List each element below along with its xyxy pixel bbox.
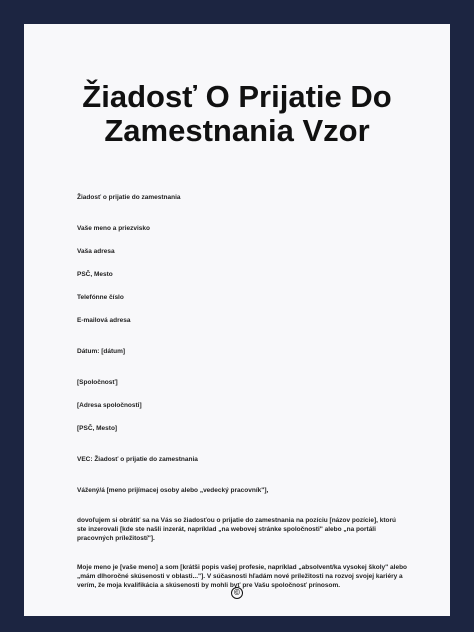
recipient-zip-city: [PSČ, Mesto] <box>77 425 118 432</box>
sender-zip-city: PSČ, Mesto <box>77 271 113 278</box>
sender-name: Vaše meno a priezvisko <box>77 225 150 232</box>
recipient-address: [Adresa spoločnosti] <box>77 402 142 409</box>
document-page <box>24 24 450 616</box>
subject-line: VEC: Žiadosť o prijatie do zamestnania <box>77 456 198 463</box>
letter-date: Dátum: [dátum] <box>77 348 126 355</box>
sender-phone: Telefónne číslo <box>77 294 124 301</box>
paragraph-about-me: Moje meno je [vaše meno] a som [krátši popis vašej profesie, napríklad „absolvent/ka vysokej školy" alebo „mám dlhoročné skúsenosti v oblasti..."]. V súčasnosti hľadám nové príležitosti na rozvoj svojej kariéry a verím, že moja kvalifikácia a skúsenosti by mohli byť pre Vašu spoločnosť prínosom. <box>77 564 408 589</box>
recipient-company: [Spoločnosť] <box>77 379 118 386</box>
salutation: Vážený/á [meno prijímacej osoby alebo „vedecký pracovník"], <box>77 487 269 494</box>
subject-heading: Žiadosť o prijatie do zamestnania <box>77 194 181 201</box>
sender-address: Vaša adresa <box>77 248 115 255</box>
sender-email: E-mailová adresa <box>77 317 131 324</box>
copyright-icon: © <box>231 587 243 599</box>
page-title: Žiadosť O Prijatie Do Zamestnania Vzor <box>82 79 392 148</box>
paragraph-intro: dovoľujem si obrátiť sa na Vás so žiadosťou o prijatie do zamestnania na pozíciu [názov pozície], ktorú ste inzerovali [kde ste našli inzerát, napríklad „na webovej stránke spoločnosti" alebo „na portáli pracovných príležitostí"]. <box>77 517 396 542</box>
